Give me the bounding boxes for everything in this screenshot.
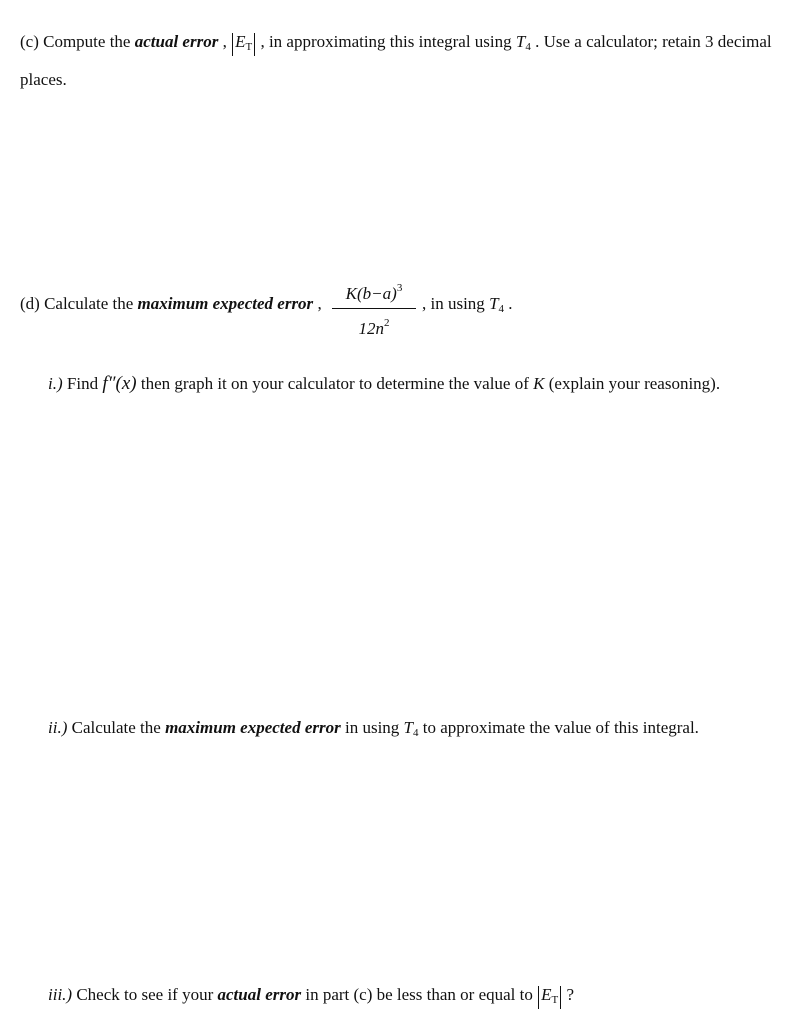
numerator-exponent: 3: [396, 282, 403, 294]
part-c-prefix: (c) Compute the: [20, 32, 135, 51]
part-c-abs-error: [232, 33, 255, 56]
part-d-ii-t-subscript: 4: [413, 727, 419, 739]
part-d-i-question: [48, 372, 809, 396]
part-c-suffix: . Use a calculator; retain 3 decimal: [530, 32, 772, 51]
part-d-iii-abs-error: [538, 986, 561, 1009]
part-c-abs-symbol: E: [235, 32, 246, 51]
part-d-after-bold: ,: [313, 294, 322, 313]
part-d-i-label: i.): [48, 374, 63, 393]
part-d-tail-prefix: , in using: [422, 294, 490, 313]
part-d-iii-abs-symbol: E: [541, 985, 552, 1004]
part-d-tail: [422, 294, 513, 315]
fraction-numerator: [332, 276, 416, 306]
part-d-question: [20, 276, 809, 336]
part-d-i-rest: then graph it on your calculator to determine the value of: [136, 374, 534, 393]
error-bound-fraction: [332, 276, 416, 340]
part-d-ii-suffix: to approximate the value of this integral.: [418, 718, 699, 737]
part-c-line-2: places.: [20, 70, 67, 89]
part-d-i-rest2: (explain your reasoning).: [544, 374, 721, 393]
part-d-ii-label: ii.): [48, 718, 68, 737]
part-c-abs-subscript: T: [245, 41, 253, 53]
part-d-iii-middle: in part (c) be less than or equal to: [301, 985, 538, 1004]
part-d-iii-question: [48, 983, 809, 1009]
fraction-denominator: [332, 312, 416, 340]
part-c-middle: , in approximating this integral using: [256, 32, 516, 51]
denominator-base: 12n: [358, 319, 384, 338]
part-d-i-k-symbol: K: [533, 374, 545, 393]
part-d-prefix: (d) Calculate the: [20, 294, 138, 313]
part-c-after-bold: ,: [218, 32, 232, 51]
numerator-k: K: [345, 284, 358, 303]
part-d-iii-bold-term: actual error: [217, 985, 302, 1004]
part-d-iii-label: iii.): [48, 985, 73, 1004]
part-d-iii-suffix: ?: [562, 985, 575, 1004]
part-d-i-find: Find: [62, 374, 103, 393]
part-c-t-subscript: 4: [525, 41, 531, 53]
part-d-ii-prefix: Calculate the: [67, 718, 166, 737]
part-d-label: [20, 294, 322, 314]
fraction-bar: [332, 308, 416, 309]
part-d-i-function: f″(x): [102, 373, 137, 394]
part-d-ii-middle: in using: [340, 718, 404, 737]
part-c-line-1: [20, 30, 800, 59]
part-c-bold-term: actual error: [134, 32, 219, 51]
part-d-ii-question: [48, 716, 809, 745]
part-d-t-symbol: T: [489, 294, 499, 313]
numerator-paren: (b−a): [357, 284, 397, 303]
part-d-t-subscript: 4: [498, 303, 505, 315]
part-d-iii-abs-subscript: T: [551, 994, 559, 1006]
part-d-iii-prefix: Check to see if your: [72, 985, 218, 1004]
part-d-ii-bold-term: maximum expected error: [165, 718, 341, 737]
part-d-tail-suffix: .: [504, 294, 513, 313]
denominator-exponent: 2: [384, 317, 390, 329]
part-c-t-symbol: T: [515, 32, 526, 51]
part-c-question: [20, 30, 800, 92]
part-d-ii-t-symbol: T: [403, 718, 414, 737]
part-d-bold-term: maximum expected error: [137, 294, 314, 313]
